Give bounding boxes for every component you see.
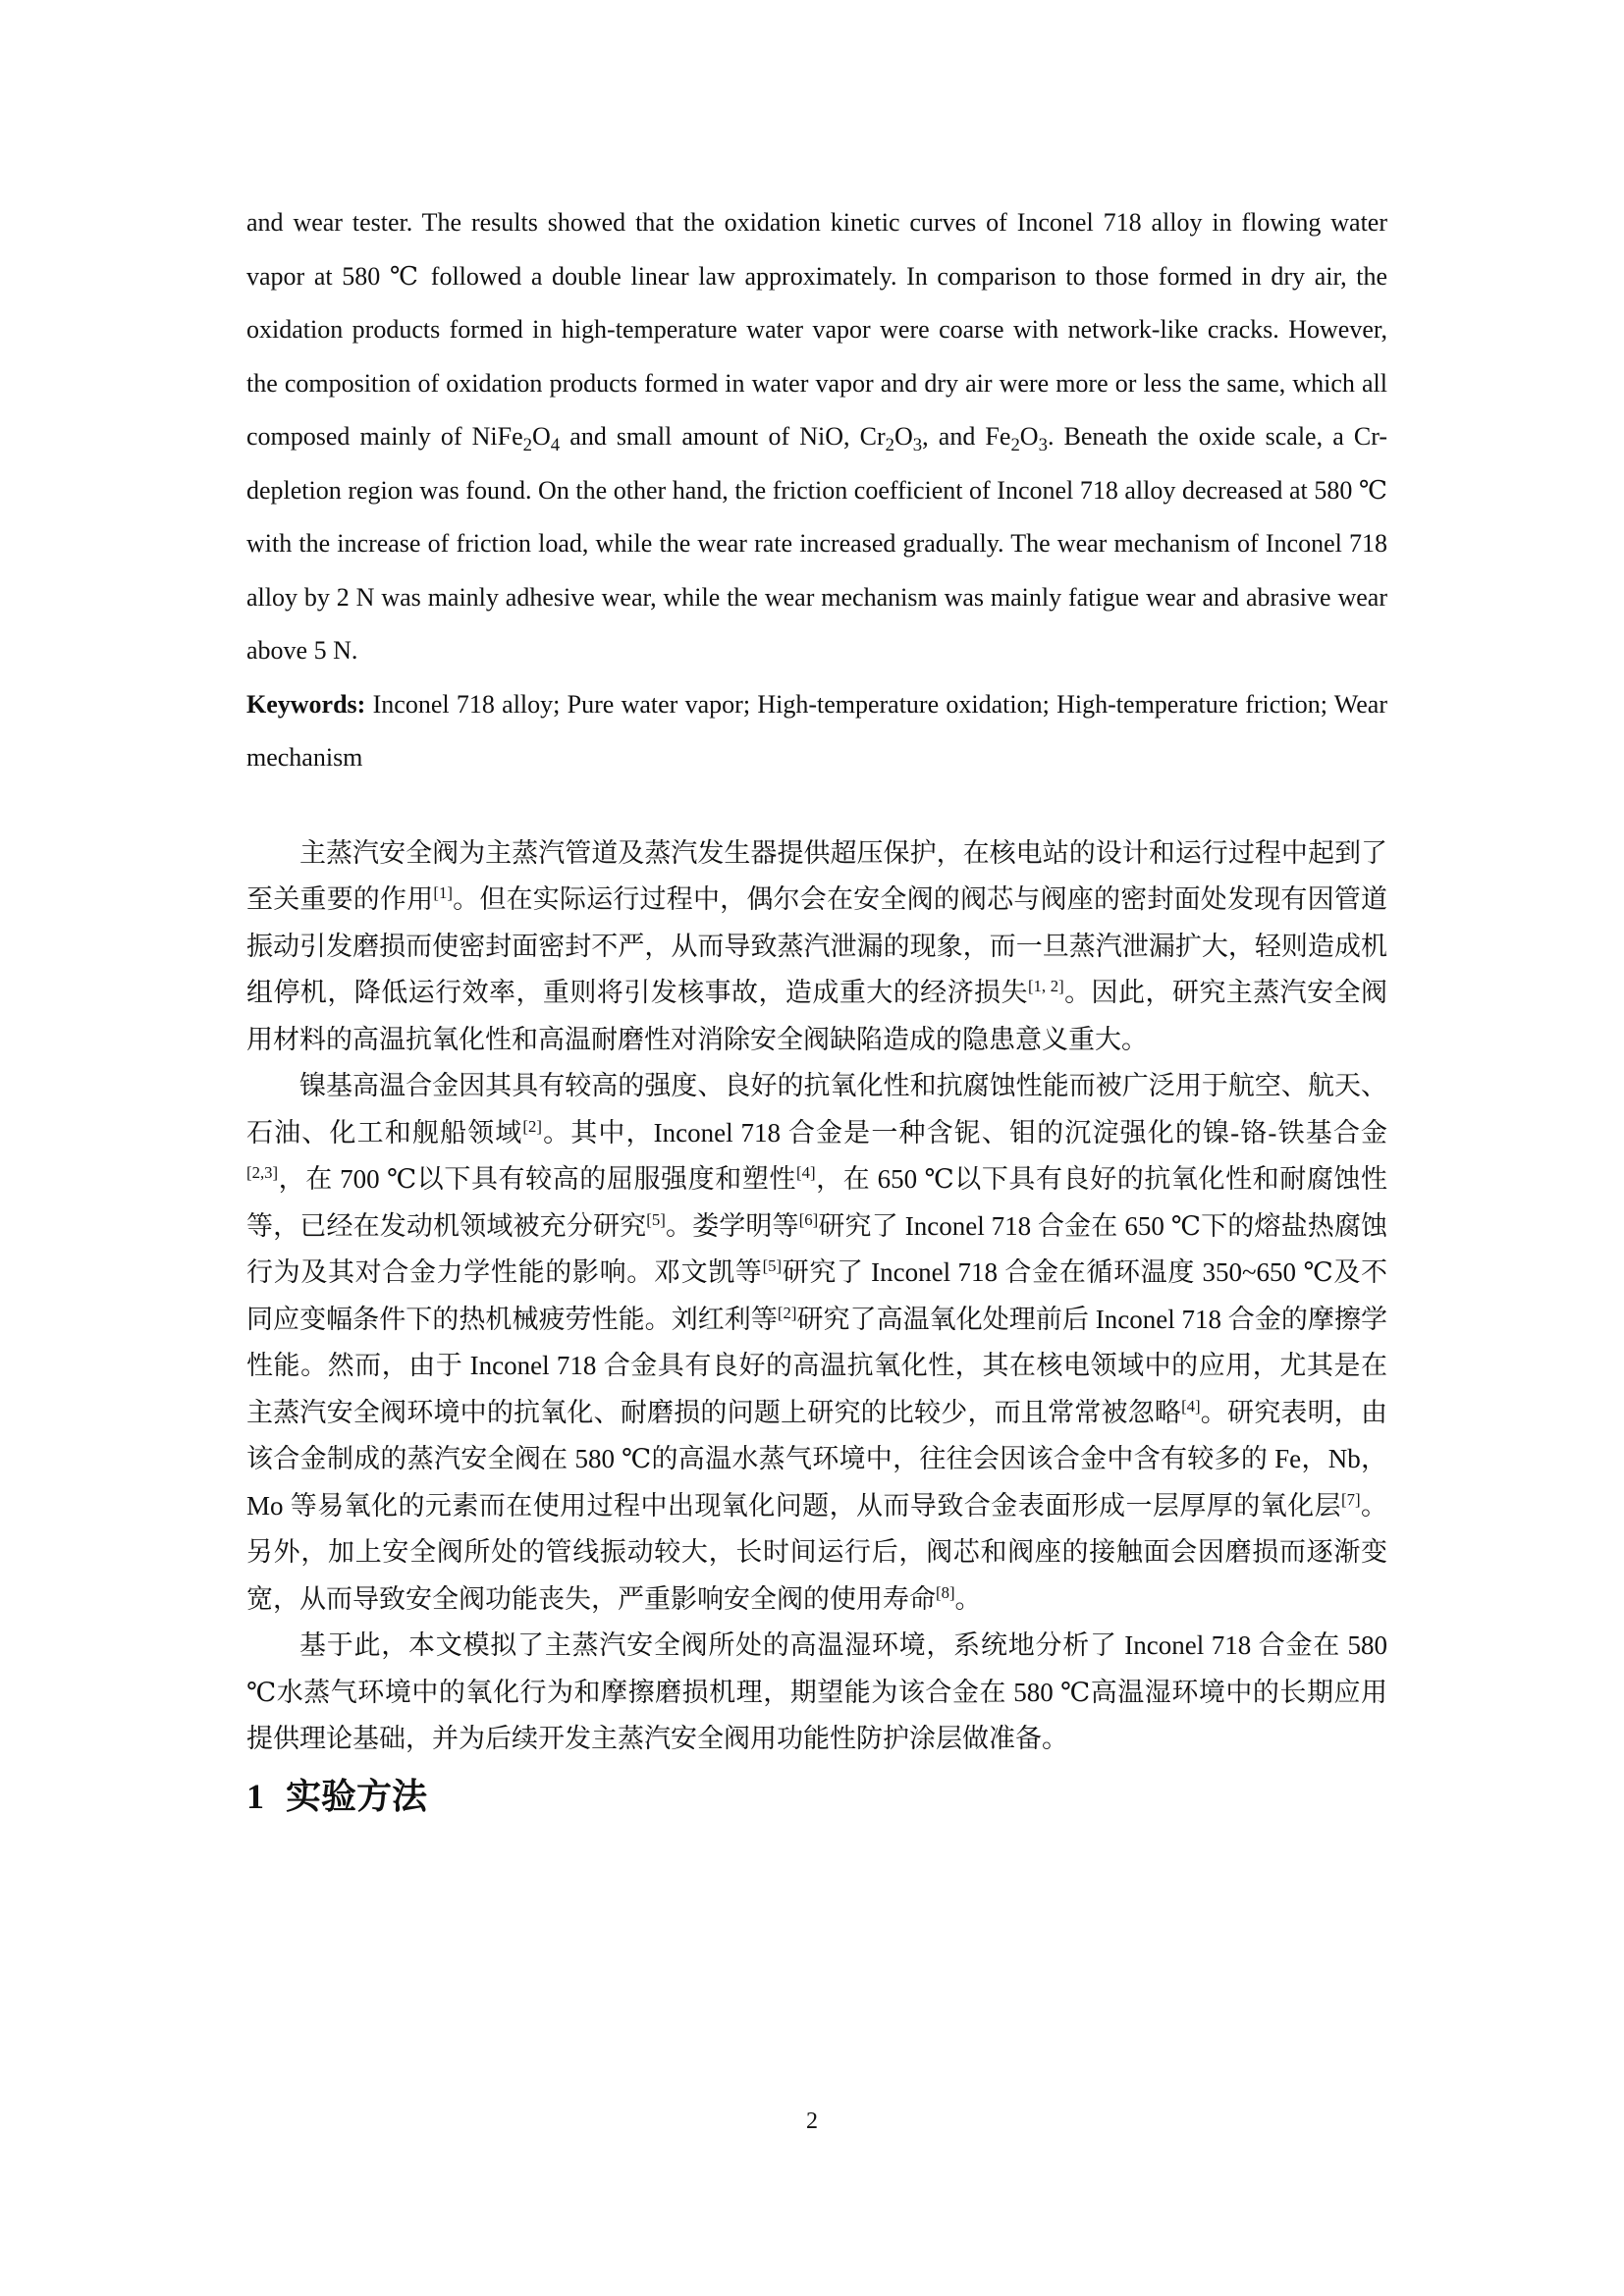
abstract-text: , and Fe	[922, 422, 1011, 451]
citation: [4]	[1181, 1396, 1201, 1415]
body-text: 。研究表明，由该合金制成的蒸汽安全阀在 580 ℃的高温水蒸气环境中，往往会因该合金中含有较多的 Fe，Nb，Mo 等易氧化的元素而在使用过程中出现氧化问题，从而导致合金表面形成一层厚厚的氧化层	[246, 1397, 1388, 1521]
section-number: 1	[246, 1776, 264, 1816]
citation: [1, 2]	[1027, 977, 1064, 995]
body-paragraph-1	[246, 830, 1387, 1064]
abstract-text: O	[532, 422, 551, 451]
citation: [8]	[936, 1582, 955, 1602]
abstract-text: and wear tester. The results showed that the oxidation kinetic curves of Inconel 718 alloy in flowing water vapor at 580 ℃ followed a double linear law approximately. In comparison to those formed in dry air, the oxidation products formed in high-temperature water vapor were coarse with network-like cracks. However, the composition of oxidation products formed in water vapor and dry air were more or less the same, which all composed mainly of NiFe	[246, 208, 1387, 451]
body-text: 。娄学明等	[665, 1210, 799, 1241]
section-title: 实验方法	[286, 1776, 428, 1816]
citation: [2]	[522, 1116, 542, 1136]
section-heading	[246, 1769, 1387, 1824]
body-text: 镍基高温合金因其具有较高的强度、良好的抗氧化性和抗腐蚀性能而被广泛用于航空、航天、石油、化工和舰船领域	[246, 1071, 1387, 1148]
page-content	[246, 196, 1387, 1824]
abstract-text: O	[1019, 422, 1039, 451]
citation: [6]	[798, 1209, 819, 1229]
body-text: 研究了高温氧化处理前后 Inconel 718 合金的摩擦学性能。然而，由于 Inconel 718 合金具有良好的高温抗氧化性，其在核电领域中的应用，尤其是在主蒸汽安全阀环境中的抗氧化、耐磨损的问题上研究的比较少，而且常常被忽略	[246, 1304, 1387, 1427]
subscript: 3	[1038, 435, 1048, 456]
body-text: ，在 700 ℃以下具有较高的屈服强度和塑性	[278, 1164, 796, 1194]
citation: [2]	[777, 1303, 797, 1322]
citation: [5]	[646, 1209, 666, 1229]
body-text: 研究了 Inconel 718 合金在循环温度 350~650 ℃及不同应变幅条件下的热机械疲劳性能。刘红利等	[246, 1257, 1387, 1334]
abstract-text: . Beneath the oxide scale, a Cr-depletion region was found. On the other hand, the friction coefficient of Inconel 718 alloy decreased at 580 ℃ with the increase of friction load, while the wear rate increased gradually. The wear mechanism of Inconel 718 alloy by 2 N was mainly adhesive wear, while the wear mechanism was mainly fatigue wear and abrasive wear above 5 N.	[246, 422, 1387, 665]
citation: [2,3]	[246, 1163, 279, 1182]
subscript: 3	[912, 435, 923, 456]
body-text: 。其中，Inconel 718 合金是一种含铌、钼的沉淀强化的镍-铬-铁基合金	[541, 1117, 1387, 1148]
body-paragraph-3: 基于此，本文模拟了主蒸汽安全阀所处的高温湿环境，系统地分析了 Inconel 718 合金在 580 ℃水蒸气环境中的氧化行为和摩擦磨损机理，期望能为该合金在 580 ℃高温湿环境中的长期应用提供理论基础，并为后续开发主蒸汽安全阀用功能性防护涂层做准备。	[246, 1630, 1387, 1753]
citation: [7]	[1341, 1489, 1361, 1509]
english-abstract	[246, 196, 1387, 785]
abstract-text: and small amount of NiO, Cr	[560, 422, 886, 451]
subscript: 2	[1010, 435, 1020, 456]
abstract-text: O	[894, 422, 913, 451]
keywords-text: Inconel 718 alloy; Pure water vapor; High-temperature oxidation; High-temperature friction; Wear mechanism	[246, 689, 1387, 772]
body-text: 。	[954, 1583, 982, 1614]
body-text: 主蒸汽安全阀为主蒸汽管道及蒸汽发生器提供超压保护，在核电站的设计和运行过程中起到了至关重要的作用	[246, 837, 1387, 914]
page-number: 2	[806, 2109, 818, 2134]
body-text: 。因此，研究主蒸汽安全阀用材料的高温抗氧化性和高温耐磨性对消除安全阀缺陷造成的隐患意义重大。	[246, 978, 1388, 1054]
citation: [5]	[762, 1256, 783, 1275]
subscript: 2	[885, 435, 895, 456]
body-text: 研究了 Inconel 718 合金在 650 ℃下的熔盐热腐蚀行为及其对合金力学性能的影响。邓文凯等	[246, 1210, 1388, 1287]
body-text: ，在 650 ℃以下具有良好的抗氧化性和耐腐蚀性等，已经在发动机领域被充分研究	[246, 1164, 1388, 1241]
abstract-paragraph	[246, 196, 1387, 678]
body-paragraph-2	[246, 1063, 1387, 1623]
body-text: 。另外，加上安全阀所处的管线振动较大，长时间运行后，阀芯和阀座的接触面会因磨损而逐渐变宽，从而导致安全阀功能丧失，严重影响安全阀的使用寿命	[246, 1490, 1387, 1614]
keywords-label: Keywords:	[246, 689, 366, 719]
subscript: 2	[522, 435, 533, 456]
subscript: 4	[550, 435, 561, 456]
body-text: 。但在实际运行过程中，偶尔会在安全阀的阀芯与阀座的密封面处发现有因管道振动引发磨损而使密封面密封不严，从而导致蒸汽泄漏的现象，而一旦蒸汽泄漏扩大，轻则造成机组停机，降低运行效率，重则将引发核事故，造成重大的经济损失	[246, 884, 1388, 1007]
chinese-body	[246, 830, 1387, 1824]
keywords-paragraph	[246, 678, 1387, 785]
citation: [4]	[796, 1163, 816, 1182]
citation: [1]	[433, 883, 453, 902]
